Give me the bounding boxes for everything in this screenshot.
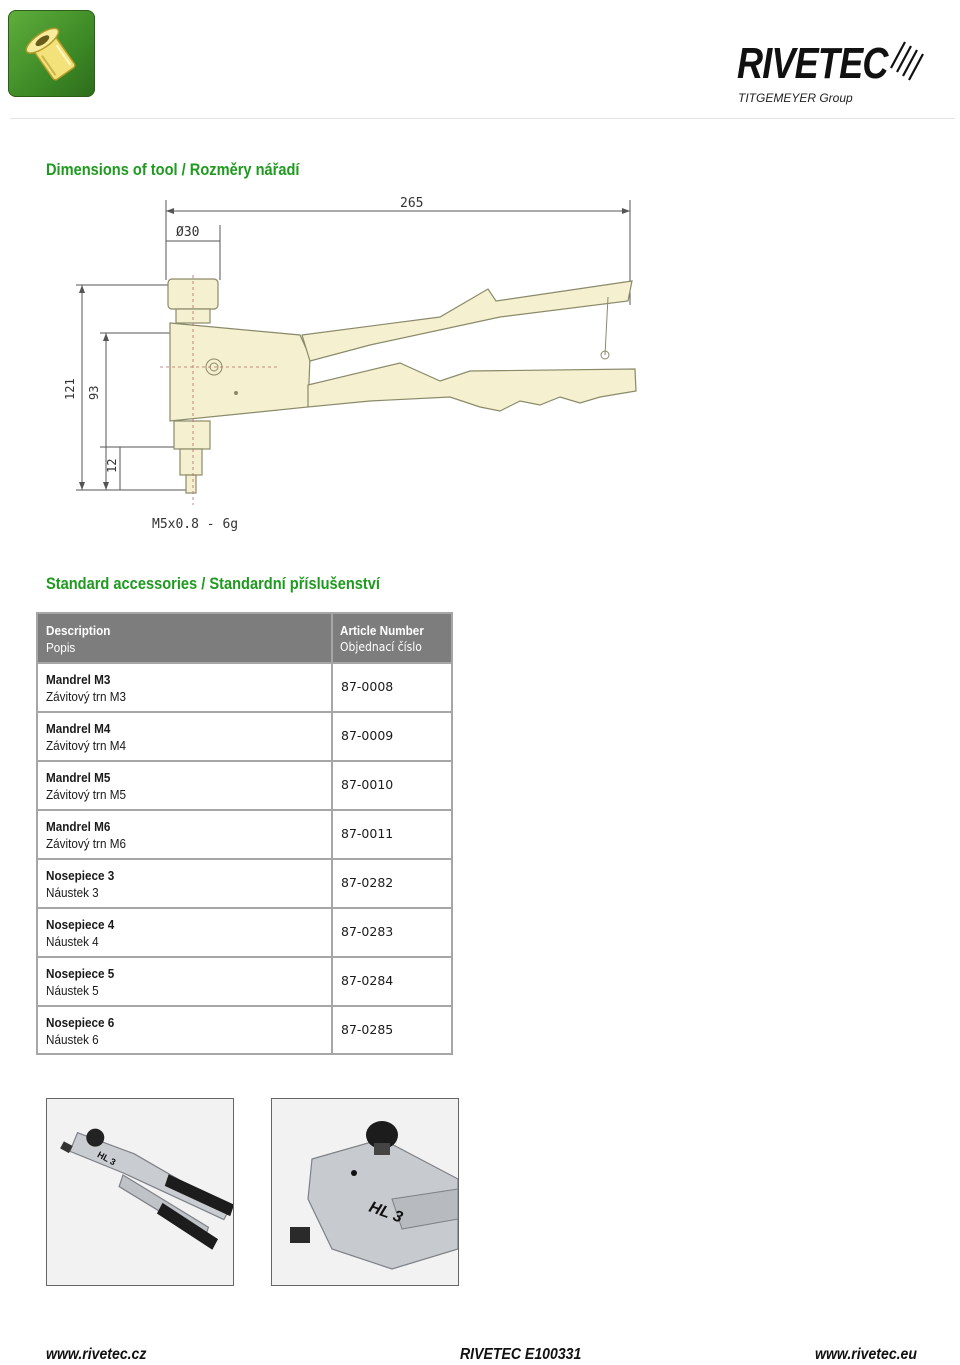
row-desc-cz: Náustek 4	[46, 934, 99, 949]
table-row	[38, 760, 451, 809]
table-row	[38, 1005, 451, 1054]
brand-name: RIVETEC	[737, 39, 888, 88]
row-desc-en: Nosepiece 6	[46, 1015, 115, 1030]
dim-length-label: 265	[400, 196, 424, 211]
row-desc-en: Mandrel M6	[46, 819, 111, 834]
accessories-table	[36, 612, 453, 1055]
brand-logo	[737, 38, 927, 108]
row-desc-cz: Závitový trn M4	[46, 738, 126, 753]
row-desc-cz: Závitový trn M6	[46, 836, 126, 851]
dim-diameter-label: Ø30	[176, 225, 200, 240]
row-desc-en: Nosepiece 5	[46, 966, 115, 981]
footer-document-code: RIVETEC E100331	[460, 1346, 582, 1363]
photo-closeup-model-label: HL 3	[366, 1198, 405, 1227]
dim-height-label: 121	[63, 378, 77, 400]
row-article-number: 87-0285	[341, 1022, 394, 1037]
row-desc-cz: Náustek 3	[46, 885, 99, 900]
tool-photo-side	[46, 1098, 234, 1286]
table-row	[38, 907, 451, 956]
brand-stripes-icon	[887, 38, 927, 82]
table-header	[38, 614, 451, 662]
table-row	[38, 662, 451, 711]
tool-photo-closeup	[271, 1098, 459, 1286]
tool-dimension-drawing	[40, 185, 650, 550]
row-desc-cz: Závitový trn M5	[46, 787, 126, 802]
table-row	[38, 956, 451, 1005]
dimensions-title: Dimensions of tool / Rozměry nářadí	[46, 160, 300, 179]
brand-subtitle: TITGEMEYER Group	[738, 91, 853, 105]
row-desc-en: Mandrel M4	[46, 721, 111, 736]
table-row	[38, 711, 451, 760]
row-desc-cz: Náustek 6	[46, 1032, 99, 1047]
row-article-number: 87-0009	[341, 728, 394, 743]
header-divider	[10, 118, 955, 119]
dim-nose-label: 12	[105, 458, 119, 473]
table-row	[38, 858, 451, 907]
rivet-nut-logo	[8, 10, 95, 97]
dim-thread-label: M5x0.8 - 6g	[152, 517, 239, 532]
riveter-head-icon	[272, 1099, 458, 1285]
row-article-number: 87-0011	[341, 826, 394, 841]
row-article-number: 87-0010	[341, 777, 394, 792]
row-article-number: 87-0008	[341, 679, 394, 694]
header-order-number: Objednací číslo	[340, 640, 422, 654]
row-desc-en: Nosepiece 4	[46, 917, 115, 932]
row-desc-en: Nosepiece 3	[46, 868, 115, 883]
footer-website-eu[interactable]: www.rivetec.eu	[815, 1346, 917, 1363]
footer-website-cz[interactable]: www.rivetec.cz	[46, 1346, 147, 1363]
row-article-number: 87-0282	[341, 875, 394, 890]
row-desc-cz: Závitový trn M3	[46, 689, 126, 704]
row-article-number: 87-0283	[341, 924, 394, 939]
rivet-nut-icon	[8, 10, 95, 97]
riveter-tool-icon	[47, 1099, 233, 1285]
row-article-number: 87-0284	[341, 973, 394, 988]
dim-axis-height-label: 93	[87, 385, 101, 400]
table-row	[38, 809, 451, 858]
row-desc-en: Mandrel M5	[46, 770, 111, 785]
header-description: Description	[46, 623, 111, 638]
accessories-title: Standard accessories / Standardní příslušenství	[46, 574, 380, 593]
row-desc-en: Mandrel M3	[46, 672, 111, 687]
header-popis: Popis	[46, 640, 76, 655]
photo-model-label: HL 3	[95, 1149, 118, 1168]
row-desc-cz: Náustek 5	[46, 983, 99, 998]
header-article-number: Article Number	[340, 623, 424, 638]
